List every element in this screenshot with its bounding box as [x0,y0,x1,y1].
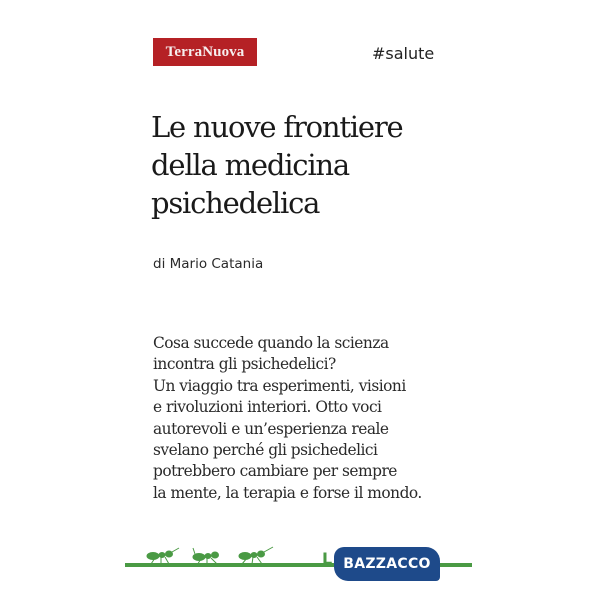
seller-watermark-badge: BAZZACCO [334,547,440,581]
book-title [151,108,471,222]
publisher-logo: TerraNuova [153,38,257,66]
description-line: potrebbero cambiare per sempre [153,462,397,481]
hashtag-label: #salute [372,44,435,63]
description-line: autorevoli e un’esperienza reale [153,419,389,438]
title-line: psichedelica [151,186,320,220]
description-line: svelano perché gli psichedelici [153,441,378,460]
author-byline: di Mario Catania [153,256,264,272]
title-line: Le nuove frontiere [151,110,403,144]
description-line: la mente, la terapia e forse il mondo. [153,483,422,502]
description-line: incontra gli psichedelici? [153,355,336,374]
title-line: della medicina [151,148,349,182]
ants-illustration-icon [145,545,275,565]
description-line: Cosa succede quando la scienza [153,334,389,352]
description-line: e rivoluzioni interiori. Otto voci [153,398,382,417]
description-line: Un viaggio tra esperimenti, visioni [153,376,406,395]
book-description [153,333,473,504]
series-letter: L [322,549,333,568]
